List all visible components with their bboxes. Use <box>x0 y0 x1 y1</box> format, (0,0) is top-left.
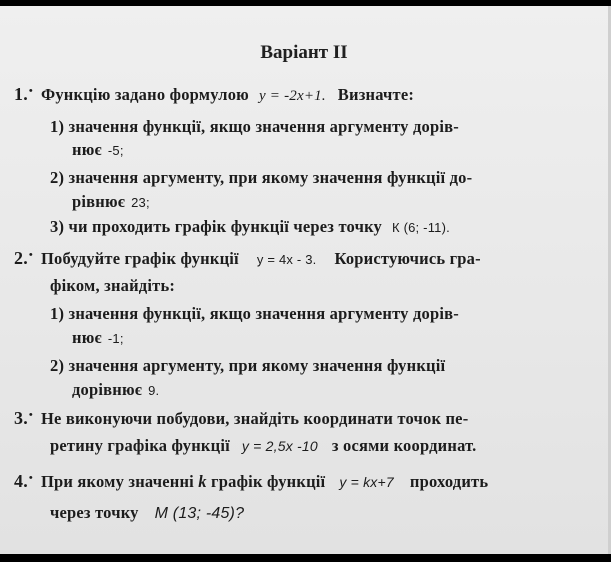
task-1-item-2-cont-text: рівнює <box>72 192 126 211</box>
task-1-formula: y = -2x+1. <box>258 88 326 104</box>
task-2-number: 2. <box>14 248 28 268</box>
task-1-item-2 <box>50 168 472 188</box>
task-1-item-3 <box>50 217 450 237</box>
task-3-number: 3. <box>14 408 28 428</box>
task-3-line <box>14 408 468 429</box>
task-3-formula: y = 2,5x -10 <box>241 438 318 454</box>
task-2-item-1 <box>50 304 459 324</box>
task-4-text-b: графік функції <box>211 472 326 491</box>
task-1-number: 1. <box>14 84 28 104</box>
task-1-item-1-text: значення функції, якщо значення аргументу дорів- <box>68 117 459 136</box>
task-4-line <box>14 471 488 492</box>
task-1-text-b: Визначте: <box>337 85 415 104</box>
task-1-item-2-value: 23; <box>131 195 150 210</box>
task-3-cont-b: з осями координат. <box>331 436 477 455</box>
task-2-item-2 <box>50 356 445 376</box>
task-1-item-3-text: чи проходить графік функції через точку <box>68 217 382 236</box>
task-1-item-1-value: -5; <box>107 143 124 158</box>
task-1-item-2-cont <box>72 192 150 212</box>
task-2-item-2-value: 9. <box>148 383 160 398</box>
task-4-cont <box>50 503 244 523</box>
task-2-mark: • <box>28 248 33 261</box>
task-4-mark: • <box>28 471 33 484</box>
task-4-point: М (13; -45)? <box>154 505 245 522</box>
task-2-line <box>14 248 481 269</box>
task-2-item-2-cont <box>72 380 159 400</box>
variant-heading: Варіант II <box>260 42 348 63</box>
task-3-mark: • <box>28 408 33 421</box>
task-1-line <box>14 84 414 105</box>
task-4-number: 4. <box>14 471 28 491</box>
task-1-item-2-label: 2) <box>50 168 65 187</box>
task-1-mark: • <box>28 84 33 97</box>
task-1-item-3-value: К (6; -11). <box>392 220 450 235</box>
task-3-cont <box>50 436 477 456</box>
task-4-cont-a: через точку <box>50 503 139 522</box>
task-2-item-2-cont-text: дорівнює <box>72 380 143 399</box>
task-2-cont: фіком, знайдіть: <box>50 276 176 295</box>
task-4-text-c: проходить <box>409 472 489 491</box>
task-3-text-a: Не виконуючи побудови, знайдіть координати точок пе- <box>40 409 469 428</box>
task-4-formula: y = kx+7 <box>339 474 394 490</box>
task-1-item-3-label: 3) <box>50 217 65 236</box>
task-1-item-1-cont <box>72 140 124 160</box>
task-1-item-1-cont-text: нює <box>72 140 102 159</box>
task-2-formula: y = 4x - 3. <box>256 252 317 267</box>
task-1-item-1 <box>50 117 459 137</box>
task-2-item-2-label: 2) <box>50 356 65 375</box>
task-4-k: k <box>198 472 207 491</box>
task-2-item-2-text: значення аргументу, при якому значення функції <box>68 356 446 375</box>
worksheet-page <box>0 6 611 554</box>
task-2-item-1-label: 1) <box>50 304 65 323</box>
task-1-item-2-text: значення аргументу, при якому значення функції до- <box>68 168 473 187</box>
task-3-cont-a: ретину графіка функції <box>50 436 230 455</box>
task-1-item-1-label: 1) <box>50 117 65 136</box>
task-2-item-1-cont-text: нює <box>72 328 102 347</box>
task-2-text-a: Побудуйте графік функції <box>40 249 239 268</box>
task-2-item-1-value: -1; <box>107 331 124 346</box>
task-1-text-a: Функцію задано формулою <box>40 85 249 104</box>
task-2-text-b: Користуючись гра- <box>334 249 481 268</box>
task-4-text-a: При якому значенні <box>40 472 194 491</box>
task-2-item-1-text: значення функції, якщо значення аргументу дорів- <box>68 304 459 323</box>
task-2-item-1-cont <box>72 328 124 348</box>
